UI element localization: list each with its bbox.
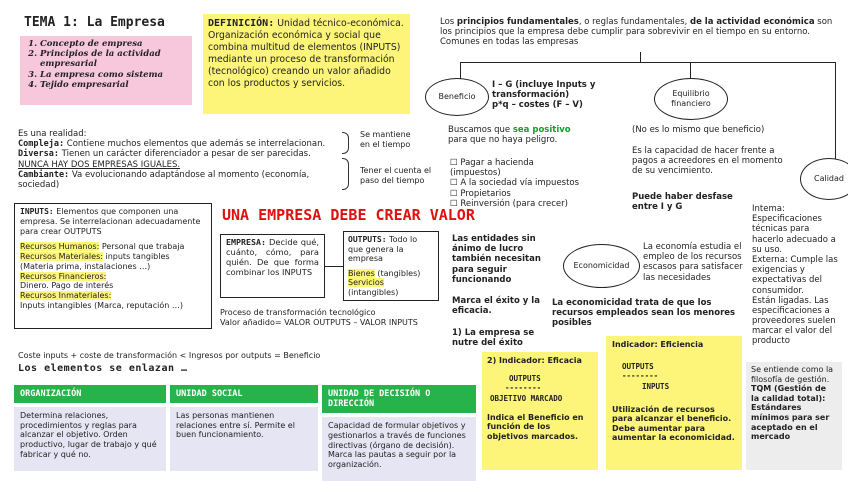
inputs-humanos-value: Personal que trabaja	[101, 242, 185, 252]
definition-label: DEFINICIÓN:	[208, 18, 275, 29]
brace-note: Tener el cuenta el paso del tiempo	[360, 166, 432, 185]
elements-title: Los elementos se enlazan …	[18, 363, 188, 374]
proceso-line: Proceso de transformación tecnológico	[220, 308, 376, 317]
outputs-bienes-value: (tangibles)	[377, 268, 421, 278]
eficacia-denominator: OBJETIVO MARCADO	[490, 393, 563, 403]
calidad-node: Calidad	[800, 158, 848, 200]
inputs-financieros-key: Recursos Financieros:	[20, 271, 107, 281]
calidad-block	[752, 204, 840, 347]
list-item-text: Reinversión (para crecer)	[460, 198, 568, 209]
realidad-item	[18, 139, 348, 149]
list-item-text: Pagar a hacienda (impuestos)	[450, 158, 534, 179]
equilibrio-desc: Es la capacidad de hacer frente a pagos a acreedores en el momento de su vencimiento.	[632, 146, 783, 177]
list-item: ☐ Propietarios	[450, 188, 511, 199]
realidad-value: Tienen un carácter diferenciador a pesar de ser parecidas.	[61, 149, 311, 160]
eficiencia-label: Indicador: Eficiencia	[612, 340, 704, 349]
toc-item: 1. Concepto de empresa	[40, 39, 192, 49]
realidad-key: Compleja:	[18, 139, 65, 150]
eficiencia-numerator: OUTPUTS	[622, 361, 654, 371]
connector-line	[640, 52, 641, 62]
toc-item: 3. La empresa como sistema	[40, 70, 192, 80]
principles-intro-text: Los	[440, 17, 457, 27]
coste-line: Coste inputs + coste de transformación < Ingresos por outputs = Beneficio	[18, 351, 321, 360]
inputs-inmateriales-key: Recursos Inmateriales:	[20, 291, 112, 300]
eficiencia-box	[606, 336, 742, 470]
crear-valor-heading: UNA EMPRESA DEBE CREAR VALOR	[222, 206, 475, 224]
eficacia-label: 2) Indicador: Eficacia	[487, 356, 582, 365]
inputs-inmateriales-value: Inputs intangibles (Marca, reputación …)	[20, 300, 183, 310]
table-of-contents	[20, 36, 192, 105]
principles-intro-emphasis: principios fundamentales	[456, 17, 579, 27]
realidad-value: Contiene muchos elementos que además se interrelacionan.	[66, 139, 326, 150]
list-item: ☐ Reinversión (para crecer)	[450, 198, 568, 209]
eficacia-numerator: OUTPUTS	[509, 373, 541, 383]
principles-intro-emphasis: de la actividad económica	[690, 17, 815, 27]
beneficio-formula	[492, 80, 597, 111]
inputs-desc: Elementos que componen una empresa. Se interrelacionan adecuadamente para crear OUTPUTS	[20, 207, 201, 236]
beneficio-uses	[450, 158, 580, 209]
beneficio-formula-1: I – G (incluye Inputs y transformación)	[492, 80, 596, 101]
beneficio-marca: Marca el éxito y la eficacia.	[452, 296, 540, 317]
economicidad-desc: La economía estudia el empleo de los recursos escasos para satisfacer las necesidades	[643, 242, 743, 283]
calidad-tqm: TQM (Gestión de la calidad total): Estándares mínimos para ser aceptado en el mercado	[751, 384, 830, 442]
inputs-materiales-value: inputs tangibles	[105, 252, 170, 261]
beneficio-desc-highlight: sea positivo	[512, 125, 571, 135]
table-cell: Las personas mantienen relaciones entre sí. Permite el buen funcionamiento.	[170, 407, 318, 471]
inputs-box	[14, 203, 212, 329]
principles-intro-text: son los principios que la empresa debe cumplir para sobrevivir en el tiempo en su entorno. Comunes en todas las empresas	[440, 17, 833, 48]
eficacia-desc: Indica el Beneficio en función de los objetivos marcados.	[487, 412, 584, 441]
brace	[342, 158, 349, 190]
inputs-financieros-value: Dinero. Pago de interés	[20, 281, 114, 291]
equilibrio-node: Equilibrio financiero	[654, 78, 728, 120]
empresa-box	[220, 234, 325, 298]
empresa-label: EMPRESA:	[226, 237, 266, 247]
table-cell: Capacidad de formular objetivos y gestionarlos a través de funciones directivas (órgano de decisión). Marca las pautas a seguir por la organización.	[322, 417, 476, 481]
outputs-text: Todo lo que genera la empresa	[348, 235, 418, 264]
economicidad-rule: La economicidad trata de que los recursos empleados sean los menores posibles	[552, 298, 736, 329]
proceso-block	[220, 308, 440, 327]
beneficio-exito: 1) La empresa se nutre del éxito	[452, 328, 535, 349]
beneficio-node: Beneficio	[425, 78, 489, 116]
table-column	[322, 385, 476, 481]
connector-line	[460, 62, 835, 63]
calidad-philosophy-box	[746, 362, 842, 470]
page-title: TEMA 1: La Empresa	[24, 15, 165, 30]
outputs-servicios-value: (intangibles)	[348, 287, 399, 297]
outputs-box	[343, 231, 439, 301]
arrow-line	[325, 266, 343, 267]
realidad-key: Cambiante:	[18, 169, 70, 180]
beneficio-desc-text: Buscamos que	[448, 125, 513, 135]
connector-line	[835, 62, 836, 162]
elements-table	[14, 385, 476, 481]
table-header: UNIDAD SOCIAL	[170, 385, 318, 403]
list-item-text: A la sociedad vía impuestos	[460, 178, 580, 189]
eficiencia-denominator: INPUTS	[642, 381, 670, 391]
beneficio-formula-2: p*q – costes (F – V)	[492, 100, 583, 111]
equilibrio-desfase: Puede haber desfase entre I y G	[632, 192, 733, 213]
realidad-block	[18, 129, 348, 190]
inputs-materiales-example: (Materia prima, instalaciones …)	[20, 261, 151, 271]
beneficio-desc-text: para que no haya peligro.	[448, 135, 558, 146]
proceso-formula: Valor añadido= VALOR OUTPUTS – VALOR INPUTS	[220, 317, 418, 327]
table-header: UNIDAD DE DECISIÓN O DIRECCIÓN	[322, 385, 476, 413]
table-header: ORGANIZACIÓN	[14, 385, 166, 403]
outputs-label: OUTPUTS:	[348, 235, 387, 244]
outputs-servicios-key: Servicios	[348, 278, 384, 288]
table-column	[170, 385, 318, 481]
definition-text: Unidad técnico-económica. Organización económica y social que combina multitud de elementos (INPUTS) mediante un proceso de transformación (tecnológico) creando un valor añadido con los productos y servicios.	[208, 18, 404, 90]
definition-box	[203, 14, 410, 114]
realidad-item	[18, 170, 348, 190]
calidad-ligadas: Están ligadas. Las especificaciones a proveedores suelen marcar el valor del producto	[752, 295, 836, 347]
inputs-humanos-key: Recursos Humanos:	[20, 242, 100, 252]
table-column	[14, 385, 166, 481]
equilibrio-note: (No es lo mismo que beneficio)	[632, 125, 765, 135]
toc-item: 4. Tejido empresarial	[40, 80, 192, 90]
empresa-text: Decide qué, cuánto, cómo, para quién. De que forma combinar los INPUTS	[226, 237, 319, 277]
inputs-materiales-key: Recursos Materiales:	[20, 252, 103, 261]
calidad-externa: Externa: Cumple las exigencias y expectativas del consumidor.	[752, 254, 838, 296]
eficiencia-desc: Utilización de recursos para alcanzar el beneficio. Debe aumentar para aumentar la economicidad.	[612, 404, 735, 443]
list-item: ☐ A la sociedad vía impuestos	[450, 178, 580, 189]
principles-intro-text: , o reglas fundamentales,	[578, 17, 690, 27]
eficacia-dashes: --------	[505, 382, 542, 392]
calidad-interna: Intema: Especificaciones técnicas para hacerlo adecuado a su uso.	[752, 204, 836, 255]
list-item: ☐ Pagar a hacienda (impuestos)	[450, 158, 534, 179]
realidad-value: Va evolucionando adaptándose al momento (economía, sociedad)	[18, 169, 310, 190]
beneficio-desc	[448, 125, 588, 145]
beneficio-nonprofit: Las entidades sin ánimo de lucro también necesitan para seguir funcionando	[452, 234, 541, 285]
eficacia-box	[482, 352, 598, 470]
outputs-bienes-key: Bienes	[348, 268, 375, 278]
toc-item: 2. Principios de la actividad empresarial	[40, 49, 192, 69]
realidad-intro: Es una realidad:	[18, 129, 87, 139]
inputs-label: INPUTS:	[20, 207, 54, 216]
list-item-text: Propietarios	[460, 188, 511, 199]
brace	[342, 132, 349, 154]
realidad-item: NUNCA HAY DOS EMPRESAS IGUALES.	[18, 159, 181, 170]
calidad-philosophy: Se entiende como la filosofía de gestión.	[751, 365, 834, 384]
realidad-item	[18, 149, 348, 159]
economicidad-node: Economicidad	[563, 244, 640, 288]
realidad-key: Diversa:	[18, 149, 59, 160]
principles-intro	[440, 17, 840, 48]
table-cell: Determina relaciones, procedimientos y reglas para alcanzar el objetivo. Orden productivo, lugar de trabajo y qué fabricar y qué no.	[14, 407, 166, 471]
eficiencia-dashes: --------	[622, 370, 659, 380]
brace-note: Se mantiene en el tiempo	[360, 130, 411, 149]
